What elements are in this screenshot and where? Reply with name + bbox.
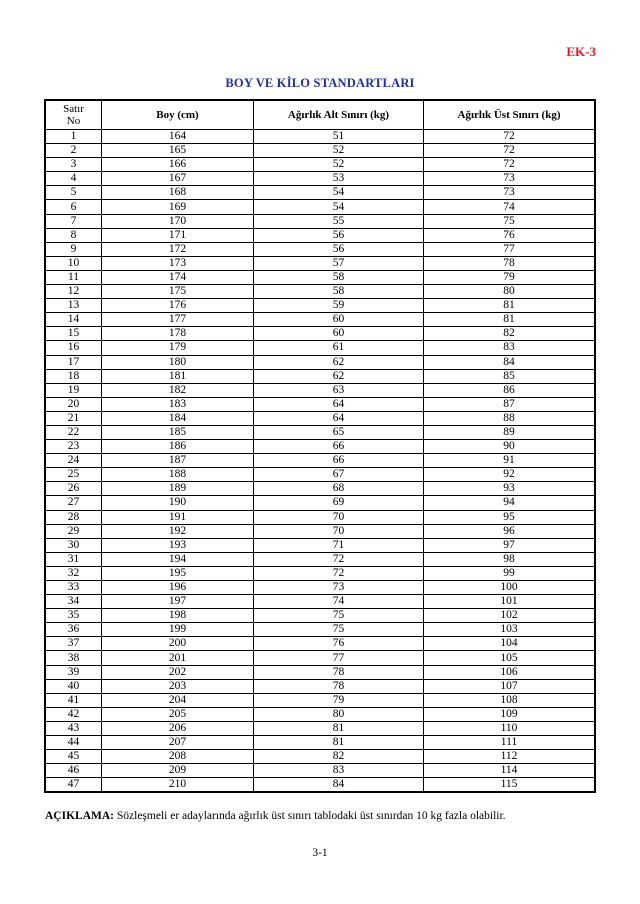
table-row	[46, 721, 595, 735]
header-weight-min: Ağırlık Alt Sınırı (kg)	[254, 101, 424, 130]
cell-row-number: 22	[46, 425, 102, 439]
cell-weight-min: 62	[254, 355, 424, 369]
cell-weight-min: 70	[254, 510, 424, 524]
table-row	[46, 256, 595, 270]
cell-weight-max: 81	[424, 299, 595, 313]
table-row	[46, 454, 595, 468]
cell-weight-min: 80	[254, 707, 424, 721]
table-row	[46, 341, 595, 355]
cell-row-number: 11	[46, 270, 102, 284]
cell-weight-max: 107	[424, 679, 595, 693]
cell-height: 174	[102, 270, 254, 284]
cell-row-number: 37	[46, 637, 102, 651]
cell-weight-max: 96	[424, 524, 595, 538]
cell-row-number: 13	[46, 299, 102, 313]
cell-row-number: 44	[46, 736, 102, 750]
cell-row-number: 4	[46, 172, 102, 186]
cell-weight-min: 51	[254, 130, 424, 144]
cell-height: 168	[102, 186, 254, 200]
cell-weight-max: 100	[424, 581, 595, 595]
table-row	[46, 411, 595, 425]
cell-weight-min: 75	[254, 623, 424, 637]
cell-weight-max: 104	[424, 637, 595, 651]
cell-row-number: 14	[46, 313, 102, 327]
cell-height: 190	[102, 496, 254, 510]
cell-row-number: 47	[46, 778, 102, 792]
cell-row-number: 35	[46, 609, 102, 623]
cell-height: 182	[102, 383, 254, 397]
table-row	[46, 566, 595, 580]
cell-weight-min: 75	[254, 609, 424, 623]
table-row	[46, 524, 595, 538]
cell-weight-min: 64	[254, 397, 424, 411]
table-row	[46, 623, 595, 637]
cell-weight-max: 73	[424, 186, 595, 200]
cell-height: 193	[102, 538, 254, 552]
cell-row-number: 7	[46, 214, 102, 228]
cell-row-number: 18	[46, 369, 102, 383]
cell-weight-min: 58	[254, 285, 424, 299]
table-row	[46, 736, 595, 750]
cell-row-number: 23	[46, 440, 102, 454]
cell-height: 164	[102, 130, 254, 144]
cell-height: 195	[102, 566, 254, 580]
cell-height: 181	[102, 369, 254, 383]
cell-height: 169	[102, 200, 254, 214]
cell-weight-min: 69	[254, 496, 424, 510]
cell-weight-min: 52	[254, 144, 424, 158]
cell-weight-max: 101	[424, 595, 595, 609]
cell-weight-min: 56	[254, 242, 424, 256]
cell-height: 175	[102, 285, 254, 299]
height-weight-table	[45, 100, 595, 792]
table-row	[46, 581, 595, 595]
table-row	[46, 496, 595, 510]
table-row	[46, 750, 595, 764]
table-row	[46, 468, 595, 482]
cell-height: 189	[102, 482, 254, 496]
cell-row-number: 41	[46, 693, 102, 707]
cell-height: 183	[102, 397, 254, 411]
table-row	[46, 397, 595, 411]
cell-height: 201	[102, 651, 254, 665]
cell-row-number: 9	[46, 242, 102, 256]
cell-weight-min: 76	[254, 637, 424, 651]
table-row	[46, 228, 595, 242]
cell-weight-max: 98	[424, 552, 595, 566]
cell-weight-max: 78	[424, 256, 595, 270]
cell-row-number: 43	[46, 721, 102, 735]
table-row	[46, 355, 595, 369]
cell-weight-min: 81	[254, 736, 424, 750]
table-row	[46, 214, 595, 228]
cell-weight-min: 72	[254, 552, 424, 566]
cell-weight-max: 89	[424, 425, 595, 439]
table-row	[46, 383, 595, 397]
table-row	[46, 313, 595, 327]
cell-weight-min: 70	[254, 524, 424, 538]
cell-weight-min: 73	[254, 581, 424, 595]
explanation-note	[45, 810, 506, 822]
cell-height: 178	[102, 327, 254, 341]
cell-row-number: 21	[46, 411, 102, 425]
cell-weight-min: 58	[254, 270, 424, 284]
explanation-label: AÇIKLAMA:	[45, 810, 114, 822]
table-row	[46, 552, 595, 566]
table-row	[46, 172, 595, 186]
cell-height: 197	[102, 595, 254, 609]
cell-weight-max: 87	[424, 397, 595, 411]
cell-weight-min: 77	[254, 651, 424, 665]
cell-weight-max: 77	[424, 242, 595, 256]
table-row	[46, 707, 595, 721]
cell-row-number: 20	[46, 397, 102, 411]
cell-row-number: 6	[46, 200, 102, 214]
table-row	[46, 764, 595, 778]
cell-row-number: 16	[46, 341, 102, 355]
cell-weight-min: 59	[254, 299, 424, 313]
page-number: 3-1	[312, 847, 328, 859]
table-row	[46, 369, 595, 383]
table-row	[46, 242, 595, 256]
explanation-text: Sözleşmeli er adaylarında ağırlık üst sınırı tablodaki üst sınırdan 10 kg fazla olabilir.	[114, 810, 506, 822]
cell-weight-max: 106	[424, 665, 595, 679]
cell-row-number: 30	[46, 538, 102, 552]
cell-row-number: 45	[46, 750, 102, 764]
cell-height: 203	[102, 679, 254, 693]
cell-height: 188	[102, 468, 254, 482]
cell-height: 205	[102, 707, 254, 721]
cell-weight-min: 68	[254, 482, 424, 496]
cell-weight-max: 111	[424, 736, 595, 750]
cell-weight-max: 90	[424, 440, 595, 454]
cell-height: 208	[102, 750, 254, 764]
cell-height: 210	[102, 778, 254, 792]
cell-row-number: 31	[46, 552, 102, 566]
cell-row-number: 34	[46, 595, 102, 609]
cell-weight-min: 63	[254, 383, 424, 397]
cell-row-number: 8	[46, 228, 102, 242]
table-row	[46, 130, 595, 144]
table-row	[46, 651, 595, 665]
cell-row-number: 28	[46, 510, 102, 524]
cell-row-number: 12	[46, 285, 102, 299]
cell-weight-max: 73	[424, 172, 595, 186]
cell-weight-min: 64	[254, 411, 424, 425]
cell-row-number: 15	[46, 327, 102, 341]
cell-weight-min: 55	[254, 214, 424, 228]
table-row	[46, 299, 595, 313]
cell-row-number: 32	[46, 566, 102, 580]
cell-weight-min: 74	[254, 595, 424, 609]
cell-weight-min: 72	[254, 566, 424, 580]
cell-weight-min: 78	[254, 665, 424, 679]
header-row-number: Satır No	[46, 101, 102, 130]
table-header-row	[46, 101, 595, 130]
table-row	[46, 665, 595, 679]
table-row	[46, 285, 595, 299]
cell-row-number: 1	[46, 130, 102, 144]
cell-weight-max: 108	[424, 693, 595, 707]
cell-weight-max: 72	[424, 158, 595, 172]
cell-row-number: 2	[46, 144, 102, 158]
cell-weight-max: 99	[424, 566, 595, 580]
cell-weight-max: 105	[424, 651, 595, 665]
cell-row-number: 38	[46, 651, 102, 665]
cell-height: 184	[102, 411, 254, 425]
cell-weight-max: 102	[424, 609, 595, 623]
table-row	[46, 510, 595, 524]
cell-row-number: 5	[46, 186, 102, 200]
cell-height: 206	[102, 721, 254, 735]
cell-height: 191	[102, 510, 254, 524]
table-row	[46, 327, 595, 341]
table-row	[46, 482, 595, 496]
table-row	[46, 186, 595, 200]
table-row	[46, 609, 595, 623]
cell-row-number: 24	[46, 454, 102, 468]
cell-weight-min: 65	[254, 425, 424, 439]
cell-weight-max: 74	[424, 200, 595, 214]
header-height: Boy (cm)	[102, 101, 254, 130]
cell-weight-min: 62	[254, 369, 424, 383]
cell-weight-max: 86	[424, 383, 595, 397]
cell-weight-min: 53	[254, 172, 424, 186]
table-row	[46, 440, 595, 454]
cell-height: 176	[102, 299, 254, 313]
cell-height: 196	[102, 581, 254, 595]
cell-weight-min: 83	[254, 764, 424, 778]
cell-weight-max: 72	[424, 130, 595, 144]
cell-height: 199	[102, 623, 254, 637]
cell-weight-min: 52	[254, 158, 424, 172]
cell-weight-max: 97	[424, 538, 595, 552]
cell-weight-min: 78	[254, 679, 424, 693]
cell-weight-min: 79	[254, 693, 424, 707]
cell-weight-max: 94	[424, 496, 595, 510]
cell-weight-min: 66	[254, 454, 424, 468]
cell-row-number: 26	[46, 482, 102, 496]
cell-weight-min: 66	[254, 440, 424, 454]
cell-row-number: 25	[46, 468, 102, 482]
cell-weight-max: 79	[424, 270, 595, 284]
cell-weight-max: 103	[424, 623, 595, 637]
cell-height: 173	[102, 256, 254, 270]
cell-row-number: 27	[46, 496, 102, 510]
cell-row-number: 3	[46, 158, 102, 172]
cell-height: 186	[102, 440, 254, 454]
table-row	[46, 538, 595, 552]
cell-height: 202	[102, 665, 254, 679]
header-weight-max: Ağırlık Üst Sınırı (kg)	[424, 101, 595, 130]
cell-weight-min: 56	[254, 228, 424, 242]
cell-row-number: 42	[46, 707, 102, 721]
cell-weight-max: 110	[424, 721, 595, 735]
cell-height: 165	[102, 144, 254, 158]
table-body	[46, 130, 595, 792]
table-row	[46, 270, 595, 284]
cell-weight-max: 109	[424, 707, 595, 721]
cell-weight-max: 75	[424, 214, 595, 228]
table-row	[46, 425, 595, 439]
cell-row-number: 36	[46, 623, 102, 637]
cell-height: 200	[102, 637, 254, 651]
cell-height: 198	[102, 609, 254, 623]
cell-weight-min: 67	[254, 468, 424, 482]
annex-label: EK-3	[566, 44, 596, 59]
table-row	[46, 200, 595, 214]
cell-height: 187	[102, 454, 254, 468]
table-row	[46, 637, 595, 651]
cell-height: 204	[102, 693, 254, 707]
cell-row-number: 40	[46, 679, 102, 693]
table-row	[46, 144, 595, 158]
cell-height: 180	[102, 355, 254, 369]
cell-height: 209	[102, 764, 254, 778]
cell-height: 166	[102, 158, 254, 172]
table-row	[46, 679, 595, 693]
cell-weight-max: 93	[424, 482, 595, 496]
cell-height: 171	[102, 228, 254, 242]
cell-weight-min: 82	[254, 750, 424, 764]
cell-row-number: 33	[46, 581, 102, 595]
cell-row-number: 29	[46, 524, 102, 538]
cell-weight-max: 81	[424, 313, 595, 327]
cell-height: 177	[102, 313, 254, 327]
cell-weight-max: 91	[424, 454, 595, 468]
cell-height: 170	[102, 214, 254, 228]
cell-height: 179	[102, 341, 254, 355]
cell-weight-min: 81	[254, 721, 424, 735]
table-row	[46, 778, 595, 792]
cell-weight-max: 82	[424, 327, 595, 341]
cell-weight-max: 83	[424, 341, 595, 355]
cell-height: 167	[102, 172, 254, 186]
cell-row-number: 39	[46, 665, 102, 679]
cell-weight-max: 72	[424, 144, 595, 158]
cell-row-number: 19	[46, 383, 102, 397]
cell-height: 194	[102, 552, 254, 566]
cell-weight-max: 114	[424, 764, 595, 778]
table-row	[46, 693, 595, 707]
cell-row-number: 46	[46, 764, 102, 778]
cell-weight-min: 60	[254, 313, 424, 327]
cell-weight-max: 80	[424, 285, 595, 299]
table-row	[46, 595, 595, 609]
cell-weight-max: 112	[424, 750, 595, 764]
cell-weight-min: 57	[254, 256, 424, 270]
cell-weight-max: 76	[424, 228, 595, 242]
cell-weight-min: 54	[254, 200, 424, 214]
cell-weight-max: 115	[424, 778, 595, 792]
cell-weight-max: 88	[424, 411, 595, 425]
cell-height: 207	[102, 736, 254, 750]
cell-weight-min: 54	[254, 186, 424, 200]
cell-height: 172	[102, 242, 254, 256]
cell-weight-min: 61	[254, 341, 424, 355]
cell-weight-min: 84	[254, 778, 424, 792]
cell-height: 185	[102, 425, 254, 439]
cell-weight-max: 85	[424, 369, 595, 383]
cell-weight-min: 71	[254, 538, 424, 552]
cell-weight-min: 60	[254, 327, 424, 341]
table-row	[46, 158, 595, 172]
page-title: BOY VE KİLO STANDARTLARI	[225, 76, 415, 90]
cell-row-number: 17	[46, 355, 102, 369]
cell-weight-max: 92	[424, 468, 595, 482]
cell-weight-max: 84	[424, 355, 595, 369]
cell-row-number: 10	[46, 256, 102, 270]
cell-height: 192	[102, 524, 254, 538]
cell-weight-max: 95	[424, 510, 595, 524]
